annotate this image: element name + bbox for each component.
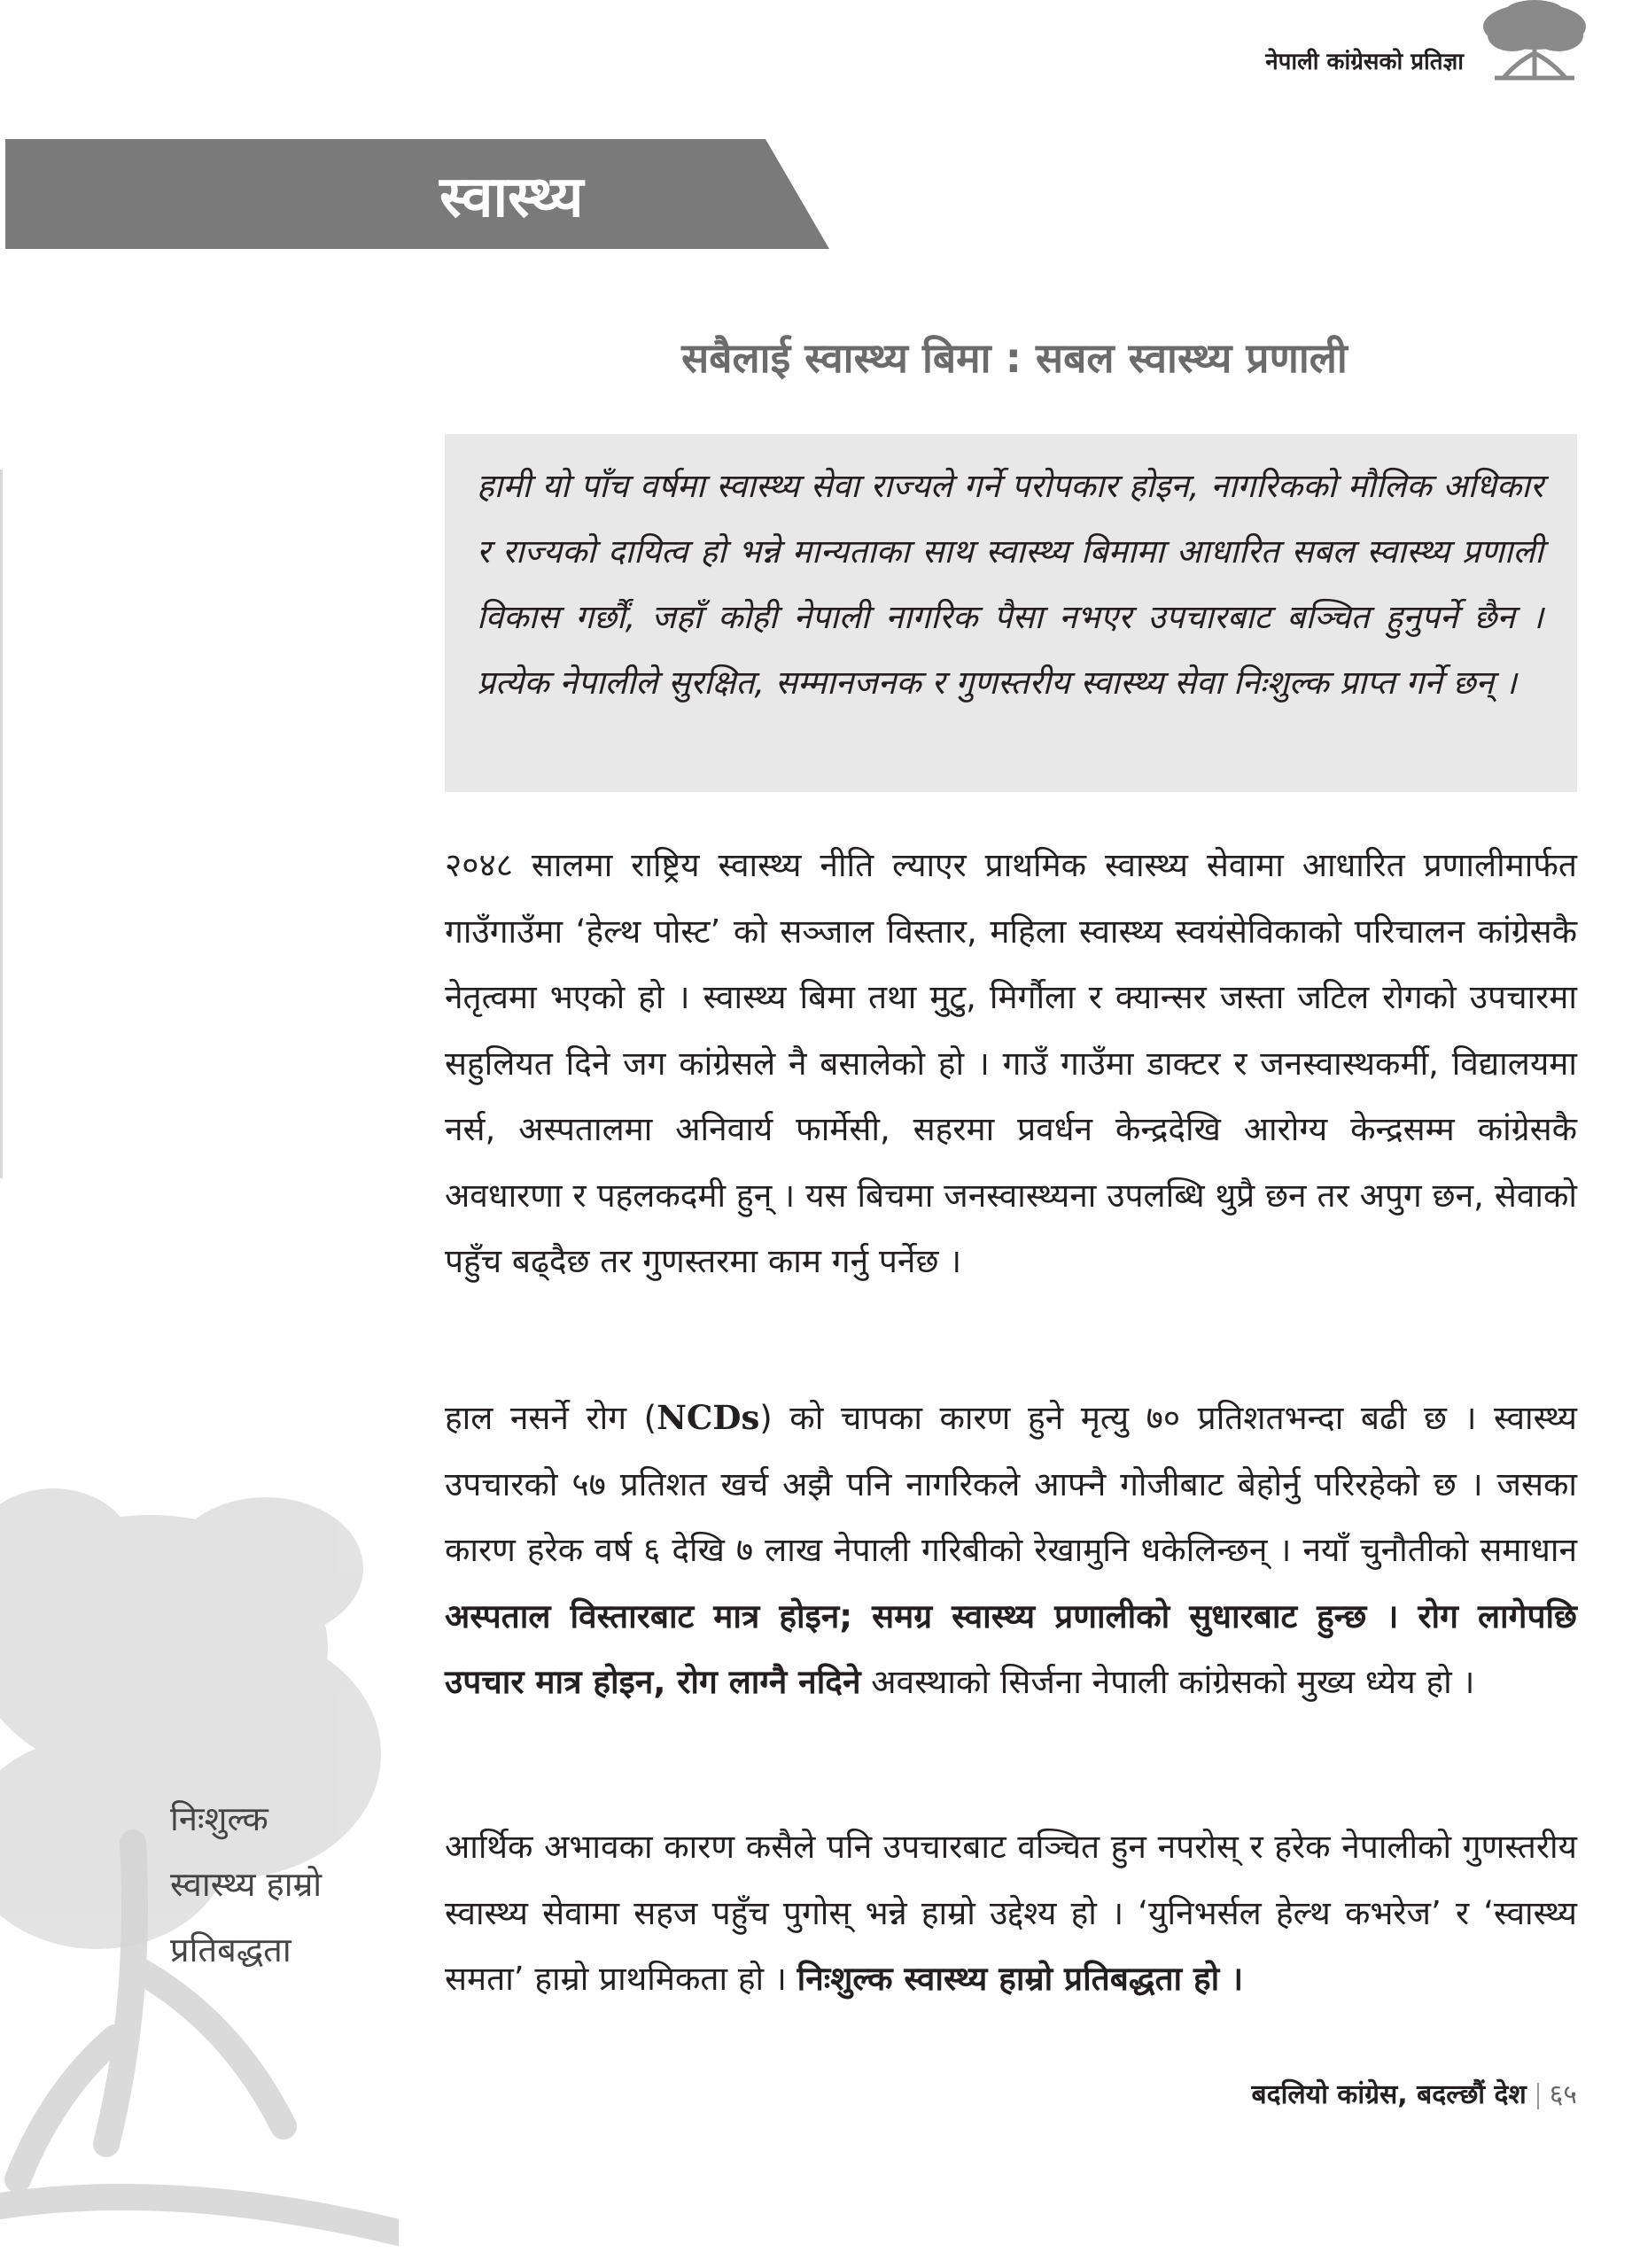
footer-slogan: बदलियो कांग्रेस, बदल्छौं देश <box>1251 2079 1527 2110</box>
paragraph-commitment-text: आर्थिक अभावका कारण कसैले पनि उपचारबाट वञ्चित हुन नपरोस् र हरेक नेपालीको गुणस्तरीय स्वास्थ्य सेवामा सहज पहुँच पुगोस् भन्ने हाम्रो उद्देश्य हो । ‘युनिभर्सल हेल्थ कभरेज’ र ‘स्वास्थ्य समता’ हाम्रो प्राथमिकता हो । <box>445 1828 1577 1998</box>
side-note-line: प्रतिबद्धता <box>170 1930 291 1969</box>
paragraph-ncd <box>445 1385 1577 1716</box>
tree-icon <box>1477 0 1592 84</box>
paragraph-commitment-bold: निःशुल्क स्वास्थ्य हाम्रो प्रतिबद्धता हो । <box>797 1960 1244 1998</box>
highlight-quote-box <box>445 434 1577 792</box>
paragraph-ncd-bold: अस्पताल विस्तारबाट मात्र होइन; समग्र स्वास्थ्य प्रणालीको सुधारबाट हुन्छ । रोग लागेपछि उपचार मात्र होइन, रोग लाग्नै नदिने <box>445 1596 1577 1701</box>
side-note-line: निःशुल्क <box>170 1799 268 1838</box>
paragraph-commitment <box>445 1814 1577 2013</box>
paragraph-ncd-text-1: हाल नसर्ने रोग ( <box>445 1399 657 1437</box>
paragraph-history: २०४८ सालमा राष्ट्रिय स्वास्थ्य नीति ल्याएर प्राथमिक स्वास्थ्य सेवामा आधारित प्रणालीमार्फत गाउँगाउँमा ‘हेल्थ पोस्ट’ को सञ्जाल विस्तार, महिला स्वास्थ्य स्वयंसेविकाको परिचालन कांग्रेसकै नेतृत्वमा भएको हो । स्वास्थ्य बिमा तथा मुटु, मिर्गौला र क्यान्सर जस्ता जटिल रोगको उपचारमा सहुलियत दिने जग कांग्रेसले नै बसालेको हो । गाउँ गाउँमा डाक्टर र जनस्वास्थकर्मी, विद्यालयमा नर्स, अस्पतालमा अनिवार्य फार्मेसी, सहरमा प्रवर्धन केन्द्रदेखि आरोग्य केन्द्रसम्म कांग्रेसकै अवधारणा र पहलकदमी हुन् । यस बिचमा जनस्वास्थ्यना उपलब्धि थुप्रै छन तर अपुग छन, सेवाको पहुँच बढ्दैछ तर गुणस्तरमा काम गर्नु पर्नेछ । <box>445 846 1577 1280</box>
section-banner <box>5 139 829 249</box>
footer-divider <box>1537 2083 1539 2109</box>
page-footer <box>1252 2075 1577 2111</box>
page-subtitle: सबैलाई स्वास्थ्य बिमा : सबल स्वास्थ्य प्रणाली <box>681 334 1348 382</box>
left-border-line <box>0 470 3 1178</box>
paragraph-ncd-text-2: ) को चापका कारण हुने मृत्यु ७० प्रतिशतभन्दा बढी छ । स्वास्थ्य उपचारको ५७ प्रतिशत खर्च अझै पनि नागरिकले आफ्नै गोजीबाट बेहोर्नु परिरहेको छ । जसका कारण हरेक वर्ष ६ देखि ७ लाख नेपाली गरिबीको रेखामुनि धकेलिन्छन् । नयाँ चुनौतीको समाधान <box>445 1399 1577 1569</box>
side-note-line: स्वास्थ्य हाम्रो <box>170 1865 323 1904</box>
ncd-abbreviation: NCDs <box>657 1398 760 1437</box>
page-number: ६५ <box>1549 2079 1577 2110</box>
quote-text: हामी यो पाँच वर्षमा स्वास्थ्य सेवा राज्यले गर्ने परोपकार होइन, नागरिकको मौलिक अधिकार र राज्यको दायित्व हो भन्ने मान्यताका साथ स्वास्थ्य बिमामा आधारित सबल स्वास्थ्य प्रणाली विकास गर्छौं, जहाँ कोही नेपाली नागरिक पैसा नभएर उपचारबाट बञ्चित हुनुपर्ने छैन । प्रत्येक नेपालीले सुरक्षित, सम्मानजनक र गुणस्तरीय स्वास्थ्य सेवा निःशुल्क प्राप्त गर्ने छन् । <box>477 467 1543 702</box>
side-note <box>170 1786 400 1983</box>
section-title: स्वास्थ्य <box>439 165 584 230</box>
paragraph-ncd-text-3: अवस्थाको सिर्जना नेपाली कांग्रेसको मुख्य ध्येय हो । <box>860 1663 1475 1701</box>
running-header: नेपाली कांग्रेसको प्रतिज्ञा <box>1265 49 1464 75</box>
